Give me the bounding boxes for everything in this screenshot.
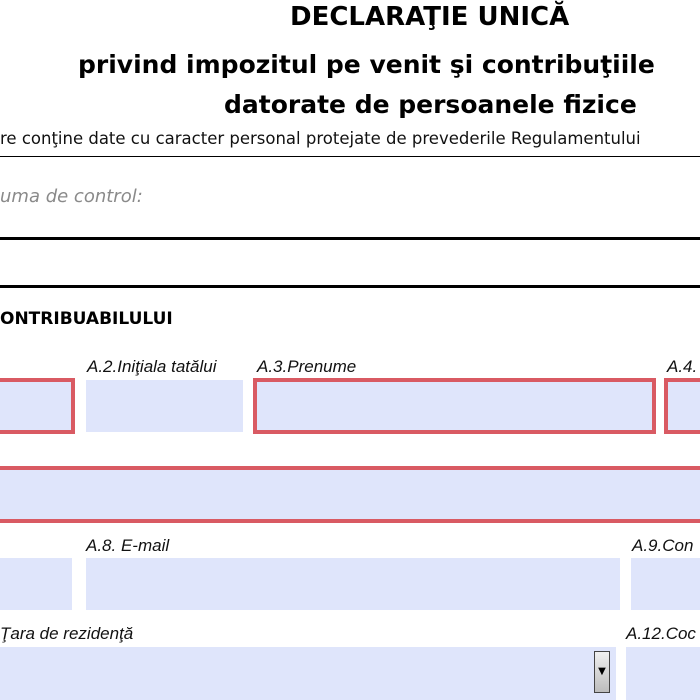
a3-label: A.3.Prenume bbox=[257, 357, 357, 376]
a3-first-name-field[interactable] bbox=[253, 378, 656, 434]
a7-field[interactable] bbox=[0, 558, 72, 610]
chevron-down-icon: ▼ bbox=[598, 666, 606, 677]
a4-label: A.4. bbox=[667, 357, 698, 376]
a11-residence-country-select[interactable] bbox=[0, 647, 616, 700]
form-subtitle-line2: datorate de persoanele fizice bbox=[224, 90, 637, 119]
divider-checksum bbox=[0, 237, 700, 240]
section-title: ONTRIBUABILULUI bbox=[0, 309, 173, 329]
a9-label: A.9.Con bbox=[632, 536, 694, 555]
a11-label: Ţara de rezidenţă bbox=[0, 624, 134, 643]
a9-field[interactable] bbox=[631, 558, 700, 610]
form-subtitle-line1: privind impozitul pe venit şi contribuţiile bbox=[78, 50, 655, 79]
a2-father-initial-field[interactable] bbox=[86, 380, 243, 432]
privacy-notice: re conţine date cu caracter personal protejate de prevederile Regulamentului bbox=[0, 129, 641, 148]
a1-name-field[interactable] bbox=[0, 378, 75, 434]
a2-label: A.2.Iniţiala tatălui bbox=[87, 357, 217, 376]
address-field[interactable] bbox=[0, 466, 700, 523]
a8-label: A.8. E-mail bbox=[86, 536, 170, 555]
a12-label: A.12.Coc bbox=[626, 624, 696, 643]
a8-email-field[interactable] bbox=[86, 558, 620, 610]
dropdown-button[interactable] bbox=[594, 651, 610, 693]
a12-field[interactable] bbox=[626, 647, 700, 700]
form-title: DECLARAŢIE UNICĂ bbox=[290, 2, 570, 32]
divider-section bbox=[0, 285, 700, 288]
checksum-label: uma de control: bbox=[0, 186, 143, 207]
divider-top bbox=[0, 156, 700, 157]
a4-field[interactable] bbox=[664, 378, 700, 434]
